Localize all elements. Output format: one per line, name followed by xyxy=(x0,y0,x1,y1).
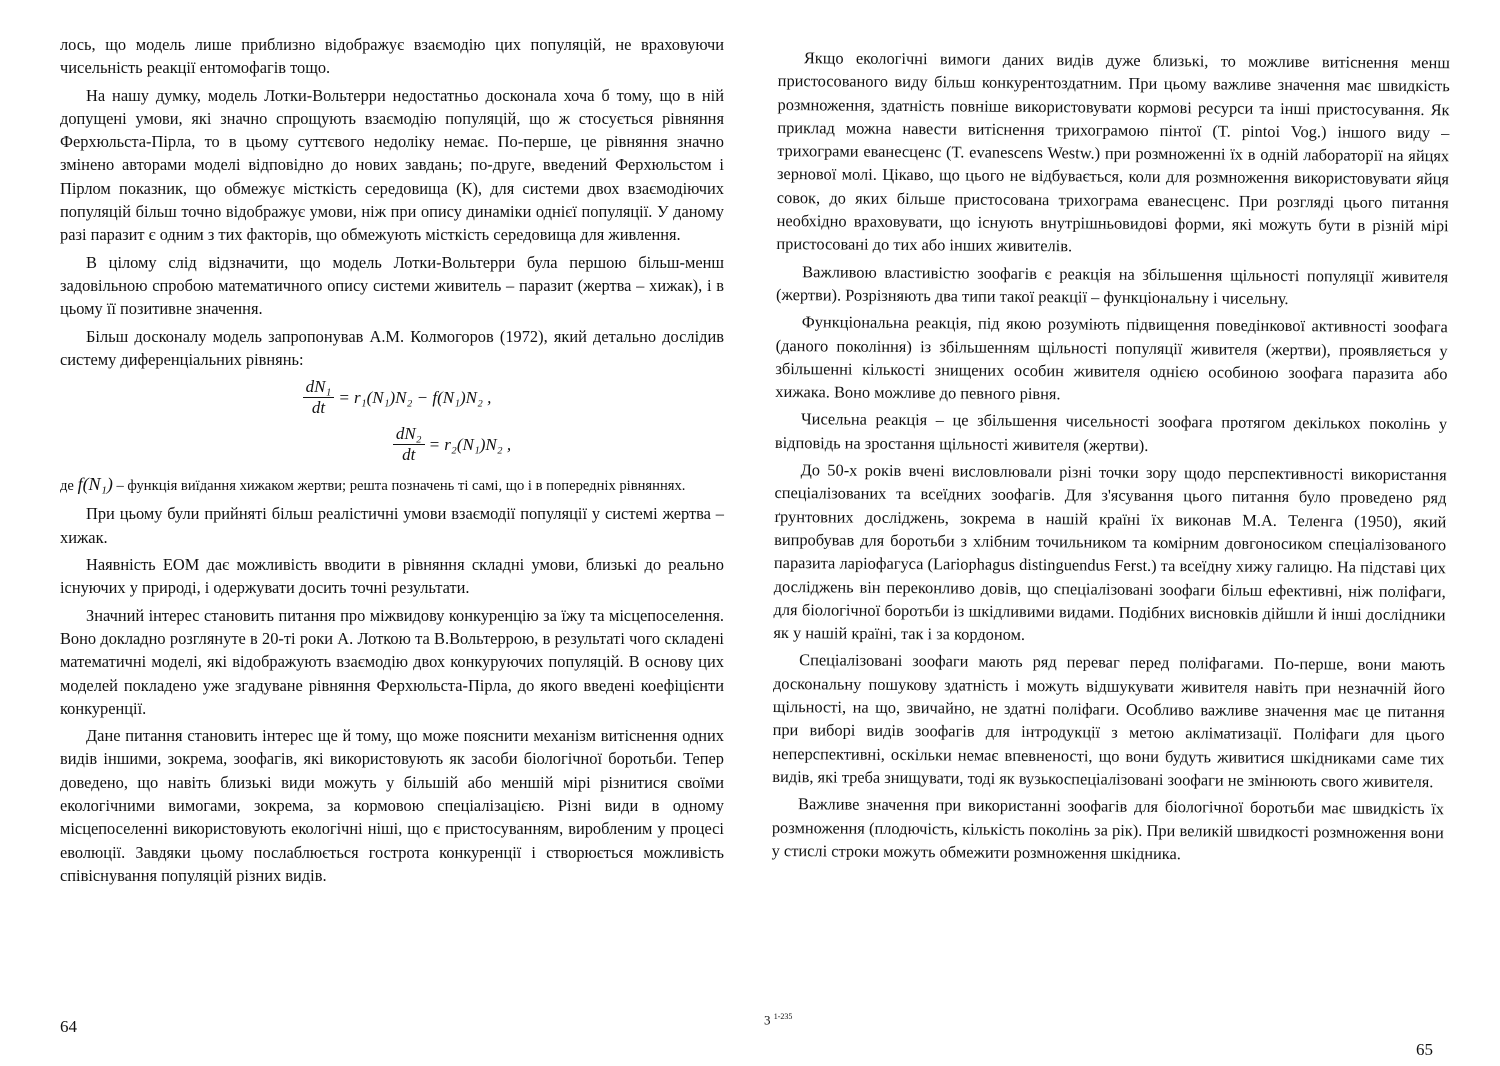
equation-2-rhs: = r₂(N₁)N₂ , xyxy=(428,435,512,454)
paragraph: В цілому слід відзначити, що модель Лотки-Вольтерри була першою більш-менш задовільною спробою математичного опису системи живитель – паразит (жертва – хижак), і в цьому її позитивне значення. xyxy=(60,252,724,319)
right-page-text xyxy=(772,46,1450,871)
equation-2-fraction xyxy=(393,424,425,465)
equation-1-fraction xyxy=(303,377,335,418)
equation-2 xyxy=(60,424,724,465)
paragraph: До 50-х років вчені висловлювали різні точки зору щодо перспективності використання спеціалізованих та всеїдних зоофагів. Для з'ясування цього питання було проведено ряд ґрунтовних досліджень, зокрема в нашій країні їх виконав М.А. Теленга (1950), який випробував для боротьби з хлібним точильником та комірним довгоносиком спеціалізованого паразита ларіофагуса (Lariophagus distinguendus Ferst.) та всеїдну хижу галицю. На підставі цих досліджень він переконливо довів, що спеціалізовані зоофаги більш ефективні, ніж поліфаги, для біологічної боротьби із шкідливими видами. Подібних висновків дійшли й інші дослідники як у нашій країні, так і за кордоном. xyxy=(773,460,1447,645)
printer-signature-mark xyxy=(764,1012,792,1028)
paragraph: Наявність ЕОМ дає можливість вводити в рівняння складні умови, близькі до реально існуючих у природі, і одержувати досить точні результати. xyxy=(60,555,724,598)
paragraph: Значний інтерес становить питання про міжвидову конкуренцію за їжу та місцепоселення. Воно докладно розглянуте в 20-ті роки А. Лоткою та В.Вольтеррою, в результаті чого складені математичні моделі, які відображують взаємодію двох конкуруючих популяцій. В основу цих моделей покладено уже згадуване рівняння Ферхюльста-Пірла, до якого введені коефіцієнти конкуренції. xyxy=(60,605,724,718)
paragraph: Функціональна реакція, під якою розуміють підвищення поведінкової активності зоофага (даного покоління) із збільшенням щільності популяції живителя (жертви), проявляється у збільшенні кількості знищених особин живителя однією особиною зоофага паразита або хижака. Воно можливе до певного рівня. xyxy=(775,312,1448,404)
paragraph: лось, що модель лише приблизно відображує взаємодію цих популяцій, не враховуючи чисельність реакції ентомофагів тощо. xyxy=(60,35,724,78)
page-number-left: 64 xyxy=(60,1017,77,1036)
paragraph: При цьому були прийняті більш реалістичні умови взаємодії популяції у системі жертва – хижак. xyxy=(60,504,724,547)
paragraph: Дане питання становить інтерес ще й тому, що може пояснити механізм витіснення одних видів іншими, зокрема, зоофагів, які використовують як засоби біологічної боротьби. Тепер доведено, що навіть близькі види можуть у більшій або меншій мірі різнитися своїми екологічними вимогами, зокрема, за кормовою спеціалізацією. Різні види в одному місцепоселенні використовують екологічні ніші, що є пристосуванням, виробленим у процесі еволюції. Завдяки цьому послаблюється гострота конкуренції і створюється можливість співіснування популяцій різних видів. xyxy=(60,726,724,885)
paragraph: Більш досконалу модель запропонував А.М. Колмогоров (1972), який детально дослідив систему диференціальних рівнянь: xyxy=(60,326,724,369)
paragraph: На нашу думку, модель Лотки-Вольтерри недостатньо досконала хоча б тому, що в ній допущені умови, які значно спрощують взаємодію популяцій, що ж стосується рівняння Ферхюльста-Пірла, то в цьому суттєвого недоліку немає. По-перше, це рівняння значно змінено авторами моделі відповідно до нових завдань; по-друге, введений Ферхюльстом і Пірлом показник, що обмежує місткість середовища (К), для системи двох взаємодіючих популяцій більш точно відображує умови, ніж при опису динаміки однієї популяції. У даному разі паразит є одним з тих факторів, що обмежують місткість середовища для живлення. xyxy=(60,85,724,245)
note-formula: f(N₁) xyxy=(77,474,113,495)
paragraph: Важливою властивістю зоофагів є реакція на збільшення щільності популяції живителя (жертви). Розрізняють два типи такої реакції – функціональну і чисельну. xyxy=(775,261,1449,308)
paragraph: Чисельна реакція – це збільшення чисельності зоофага протягом декількох поколінь у відповідь на зростання щільності живителя (жертви). xyxy=(774,409,1448,455)
page-number-right: 65 xyxy=(1416,1040,1433,1059)
paragraph: Важливе значення при використанні зоофагів для біологічної боротьби має швидкість їх розмноження (плодючість, кількість поколінь за рік). При великій швидкості розмноження вони у стислі строки можуть обмежити розмноження шкідника. xyxy=(771,794,1445,863)
equation-2-denominator: dt xyxy=(402,445,416,465)
equation-2-numerator: dN₂ xyxy=(393,424,425,445)
note-text: – функція виїдання хижаком жертви; решта позначень ті самі, що і в попередніх рівняннях. xyxy=(112,478,686,495)
equation-1-denominator: dt xyxy=(311,398,326,418)
right-page xyxy=(750,0,1500,1066)
paragraph: Якщо екологічні вимоги даних видів дуже близькі, то можливе витіснення менш пристосованого виду більш конкурентоздатним. При цьому важливе значення має швидкість розмноження, здатність повніше використовувати кормові ресурси та інші пристосування. Як приклад можна навести витіснення трихограмою пінтої (T. pintoi Vog.) іншого виду – трихограми еванесценс (T. evanescens Westw.) при розмноженні їх в одній лабораторії на яйцях зернової молі. Цікаво, що цього не відбувається, коли для розмноження використовувати яйця совок, до яких більше пристосована трихограма еванесценс. При розгляді цього питання необхідно враховувати, що існують внутрішньовидові форми, які можуть бути в різній мірі пристосовані до тих або інших живителів. xyxy=(776,48,1450,256)
signature-superscript: 1-235 xyxy=(773,1012,793,1021)
signature-number: 3 xyxy=(764,1012,771,1028)
equation-system xyxy=(60,377,724,465)
equation-1-numerator: dN₁ xyxy=(303,377,335,398)
note-prefix: де xyxy=(60,478,74,495)
equation-note xyxy=(60,473,724,498)
left-page-text xyxy=(60,33,724,891)
equation-1 xyxy=(60,377,724,418)
paragraph: Спеціалізовані зоофаги мають ряд переваг перед поліфагами. По-перше, вони мають доскональну пошукову здатність і можуть відшукувати живителя навіть при незначній його щільності, на що, звичайно, не здатні поліфаги. Особливо важливе значення має це питання при виборі видів зоофагів для інтродукції з метою акліматизації. Поліфаги для цього неперспективні, оскільки немає впевненості, що вони будуть живитися шкідниками саме тих видів, які треба знищувати, тоді як вузькоспеціалізовані зоофаги не змінюють свого живителя. xyxy=(772,650,1446,792)
equation-1-rhs: = r₁(N₁)N₂ − f(N₁)N₂ , xyxy=(338,388,492,407)
